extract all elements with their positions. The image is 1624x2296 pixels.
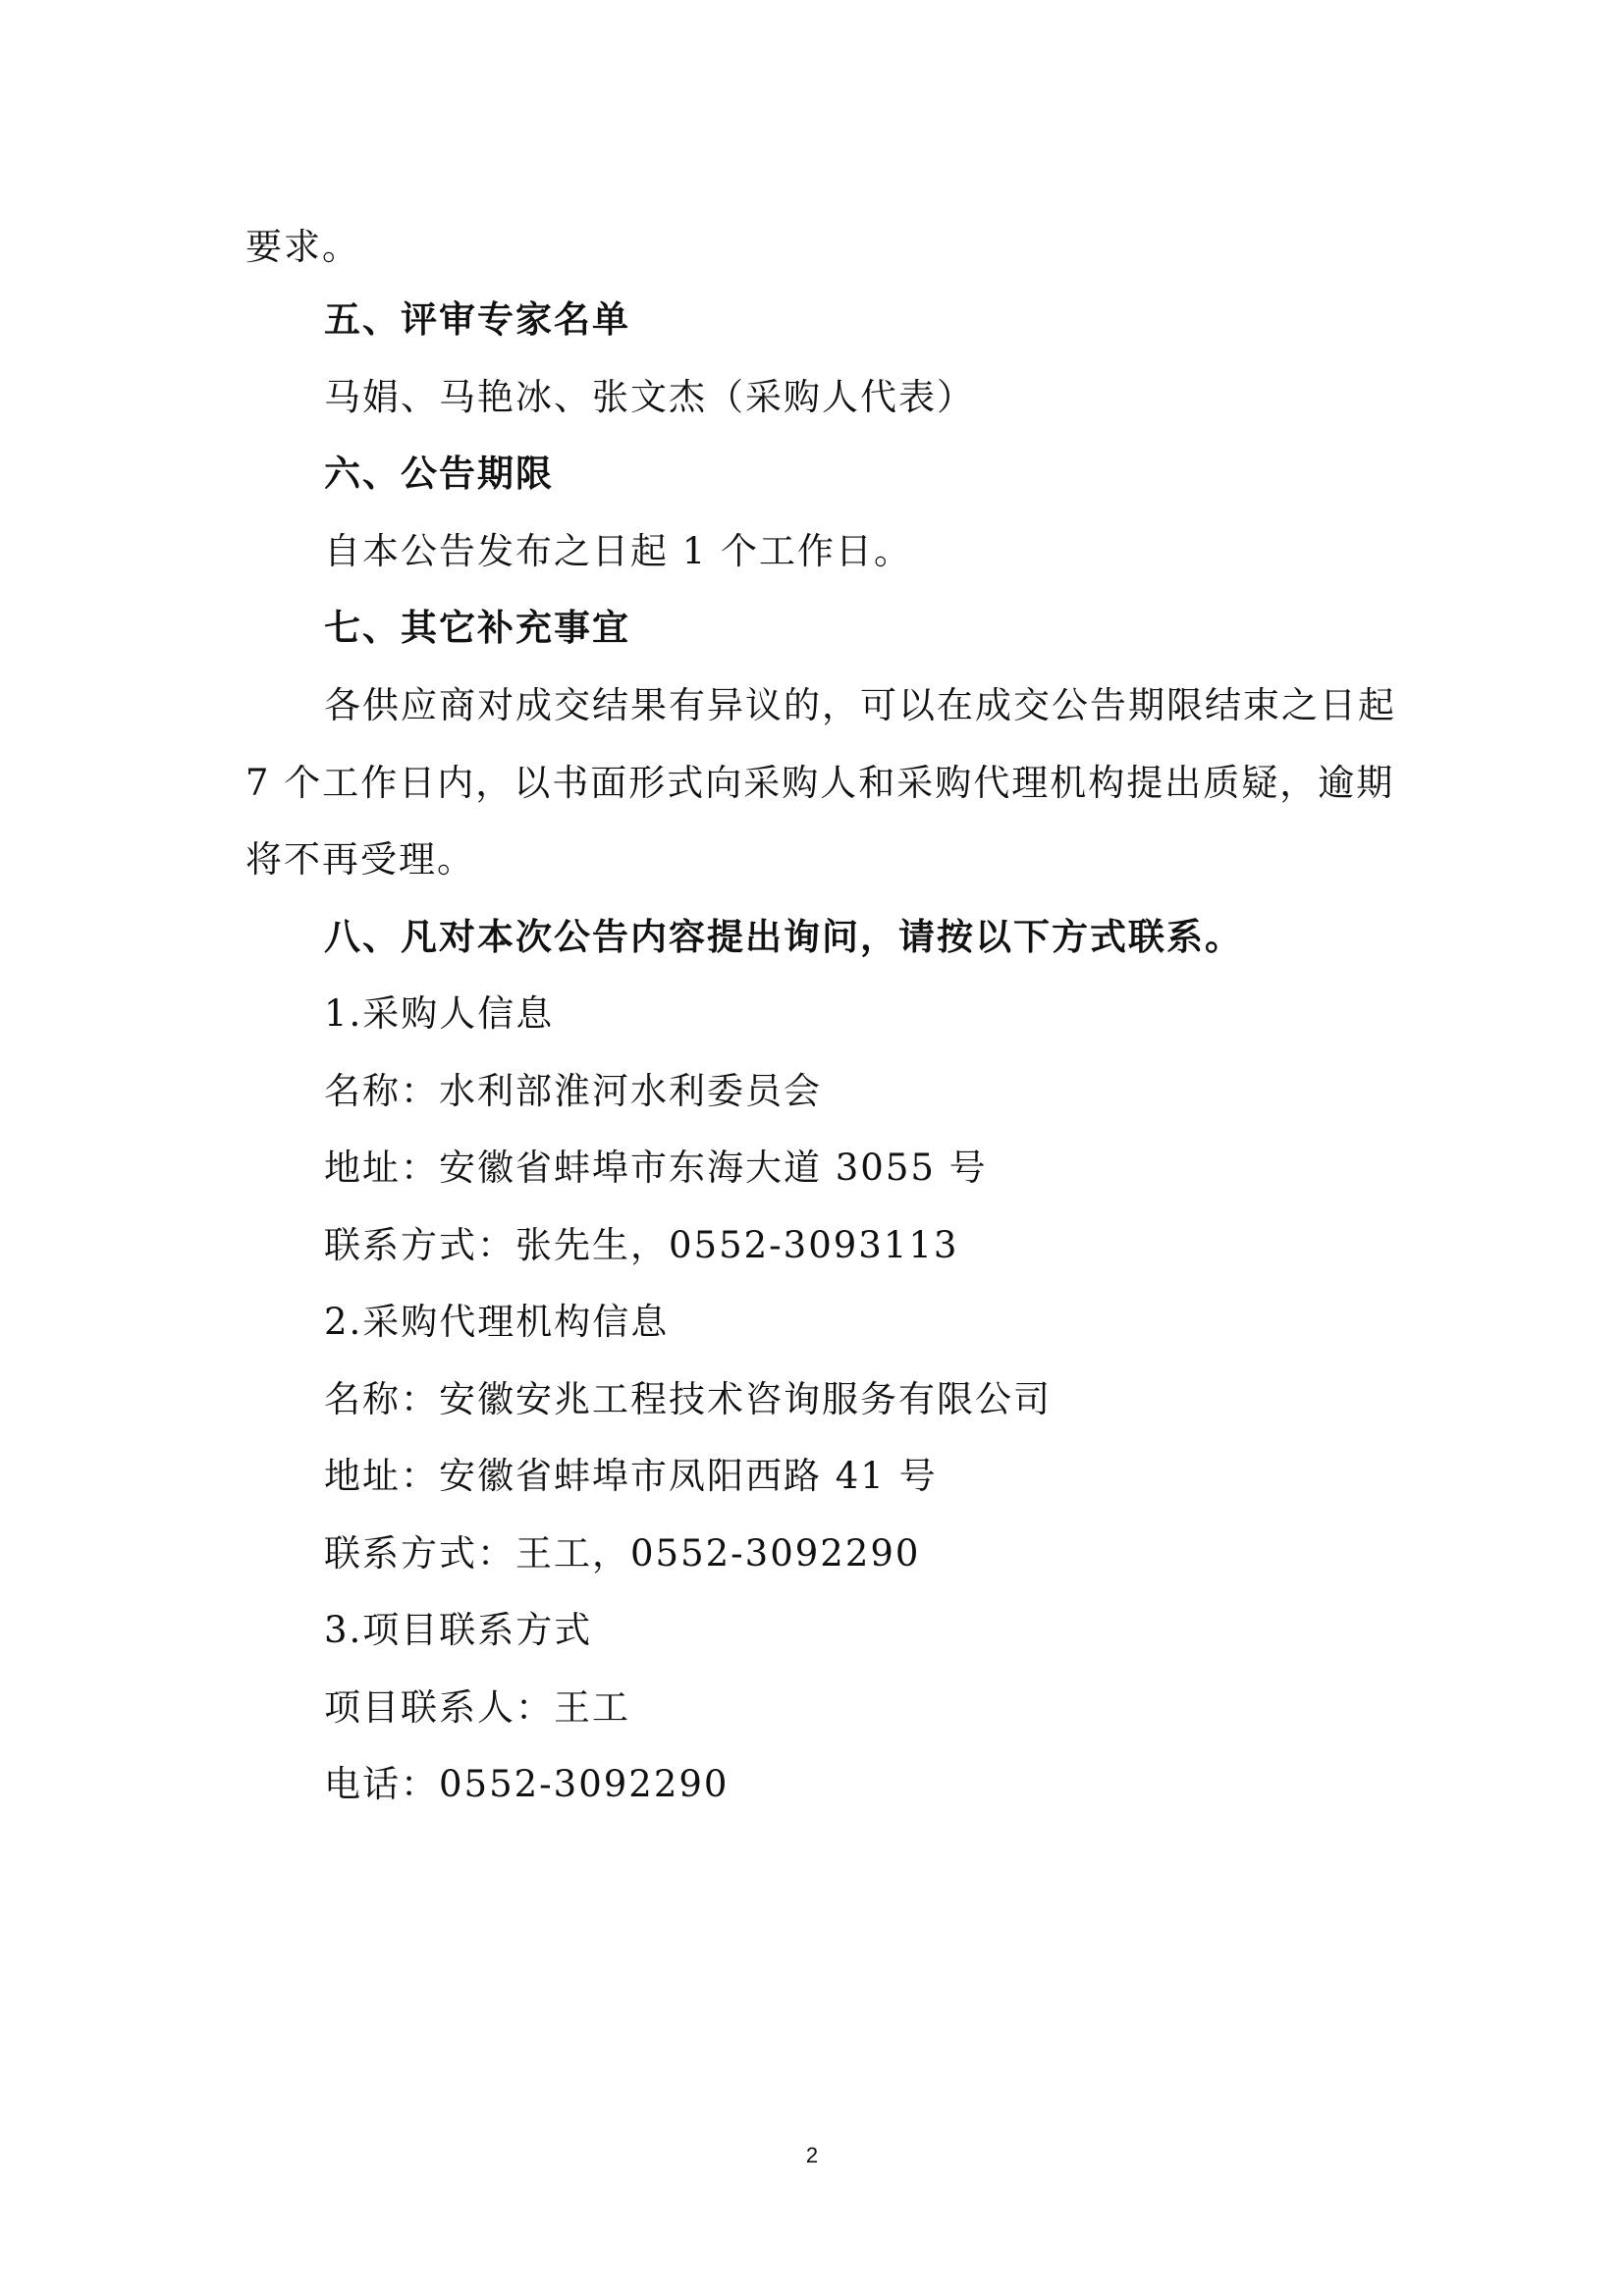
continued-text: 要求。 xyxy=(245,226,360,268)
agency-contact: 联系方式：王工，0552-3092290 xyxy=(324,1532,921,1575)
section-7-line-2: 7 个工作日内，以书面形式向采购人和采购代理机构提出质疑，逾期 xyxy=(245,762,1395,804)
page-number: 2 xyxy=(805,2143,819,2167)
purchaser-title: 1.采购人信息 xyxy=(324,992,555,1035)
section-5-text: 马娟、马艳冰、张文杰（采购人代表） xyxy=(324,376,975,418)
section-7-heading: 七、其它补充事宜 xyxy=(324,607,630,649)
agency-title: 2.采购代理机构信息 xyxy=(324,1301,670,1343)
agency-address: 地址：安徽省蚌埠市凤阳西路 41 号 xyxy=(324,1455,938,1497)
agency-name: 名称：安徽安兆工程技术咨询服务有限公司 xyxy=(324,1378,1052,1420)
project-contact-title: 3.项目联系方式 xyxy=(324,1609,593,1651)
project-contact-phone: 电话：0552-3092290 xyxy=(324,1763,730,1805)
purchaser-contact: 联系方式：张先生，0552-3093113 xyxy=(324,1224,959,1266)
section-5-heading: 五、评审专家名单 xyxy=(324,298,630,341)
purchaser-name: 名称：水利部淮河水利委员会 xyxy=(324,1070,822,1112)
purchaser-address: 地址：安徽省蚌埠市东海大道 3055 号 xyxy=(324,1147,988,1189)
section-8-heading: 八、凡对本次公告内容提出询问，请按以下方式联系。 xyxy=(324,916,1243,958)
section-6-heading: 六、公告期限 xyxy=(324,453,554,495)
project-contact-person: 项目联系人：王工 xyxy=(324,1686,630,1729)
section-6-text: 自本公告发布之日起 1 个工作日。 xyxy=(324,530,913,572)
section-7-line-1: 各供应商对成交结果有异议的，可以在成交公告期限结束之日起 xyxy=(324,684,1396,726)
section-7-line-3: 将不再受理。 xyxy=(245,838,475,881)
